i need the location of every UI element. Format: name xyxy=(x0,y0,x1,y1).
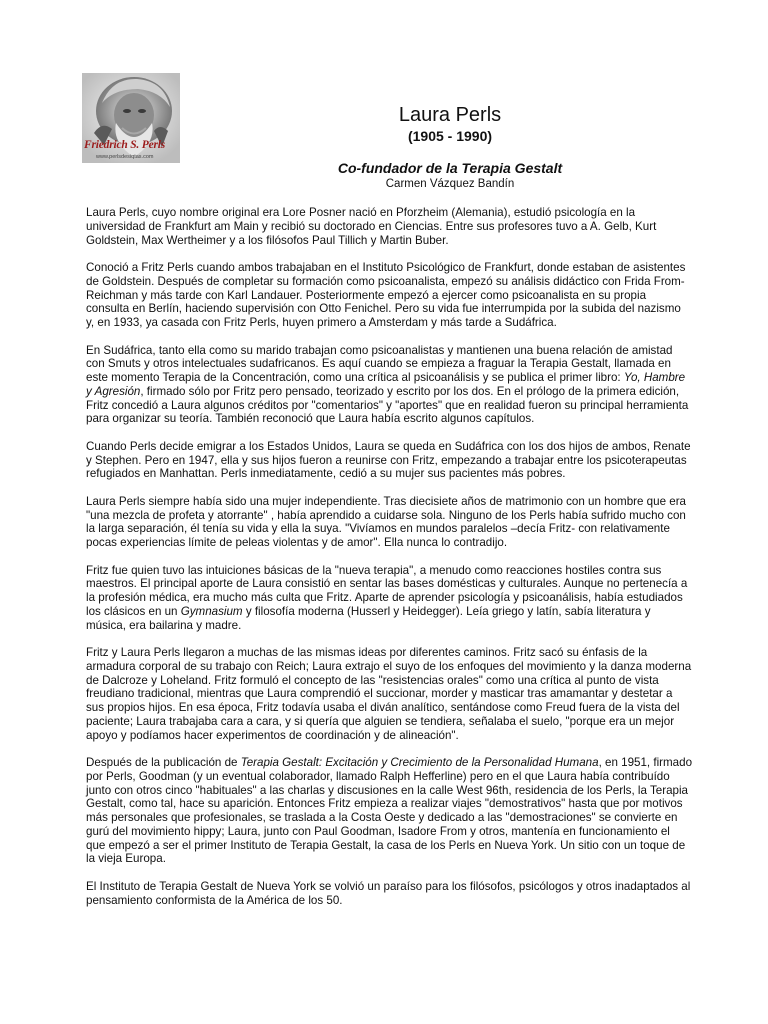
portrait-photo xyxy=(82,73,180,163)
paragraph-text: y filosofía moderna (Husserl y Heidegger). Leía griego y latín, sabía literatura y música, era bailarina y madre. xyxy=(86,604,651,632)
paragraph xyxy=(86,344,692,427)
signature-text: Friedrich S. Perls xyxy=(84,139,166,151)
paragraph-text: , en 1951, firmado por Perls, Goodman (y un eventual colaborador, llamado Ralph Hefferline) pero en el que Laura había contribuído junto con otros cinco "habituales" a las charlas y discusiones en la calle West 96th, residencia de los Perls, la Terapia Gestalt, como tal, hace su aparición. Entonces Fritz empieza a realizar viajes "demostrativos" hasta que por motivos más personales que profesionales, se traslada a la Costa Oeste y dedicado a las "demostraciones" se convierte en gurú del movimiento hippy; Laura, junto con Paul Goodman, Isadore From y otros, mantenía en funcionamiento el que empezó a ser el primer Instituto de Terapia Gestalt, la casa de los Perls en Nueva York. Un sitio con un toque de la vieja Europa. xyxy=(86,756,693,866)
paragraph-text: El Instituto de Terapia Gestalt de Nueva York se volvió un paraíso para los filósofos, psicólogos y otros inadaptados al pensamiento conformista de la América de los 50. xyxy=(86,879,691,907)
paragraph xyxy=(86,646,692,742)
paragraph xyxy=(86,495,692,550)
page-title: Laura Perls xyxy=(398,104,502,126)
paragraph-text: Cuando Perls decide emigrar a los Estados Unidos, Laura se queda en Sudáfrica con los dos hijos de ambos, Renate y Stephen. Pero en 1947, ella y sus hijos fueron a reunirse con Fritz, empezando a trabajar entre los psicoterapeutas refugiados en Manhattan. Perls inmediatamente, cedió a su mujer sus pacientes más pobres. xyxy=(86,439,691,481)
paragraph-text: Fritz fue quien tuvo las intuiciones básicas de la "nueva terapia", a menudo como reacciones hostiles contra sus maestros. El principal aporte de Laura consistió en sentar las bases domésticas y culturales. Aunque no pertenecía a la profesión médica, era mucho más culta que Fritz. Aparte de aprender psicología y psicoanálisis, había estudiados los clásicos en un xyxy=(86,563,688,618)
author-name: Carmen Vázquez Bandín xyxy=(385,178,515,190)
emphasis-term: Gymnasium xyxy=(180,604,243,618)
book-title: Yo, Hambre y Agresión xyxy=(86,371,686,398)
paragraph-text: Después de la publicación de xyxy=(86,756,241,769)
paragraph-text: Laura Perls, cuyo nombre original era Lore Posner nació en Pforzheim (Alemania), estudió psicología en la universidad de Frankfurt am Main y recibió su doctorado en Ciencias. Entre sus profesores tuvo a A. Gelb, Kurt Goldstein, Max Wertheimer y a los filósofos Paul Tillich y Martin Buber. xyxy=(86,206,657,247)
life-years: (1905 - 1990) xyxy=(407,128,493,144)
paragraph-text: Fritz y Laura Perls llegaron a muchas de las mismas ideas por diferentes caminos. Fritz sacó su énfasis de la armadura corporal de su trabajo con Reich; Laura extrajo el suyo de los enfoques del movimiento y la danza moderna de Dalcroze y Loheland. Fritz formuló el concepto de las "resistencias orales" como una crítica al punto de vista freudiano tradicional, mientras que Laura comprendió el succionar, morder y masticar tras amamantar y destetar a sus propios hijos. En esa época, Fritz todavía usaba el diván analítico, sentándose como Freud fuera de la vista del paciente; Laura trabajaba cara a cara, y si quería que alguien se tendiera, señalaba el suelo, "porque era un mejor apoyo y podíamos hacer experimentos de coordinación y de alineación". xyxy=(86,646,692,742)
paragraph-text: En Sudáfrica, tanto ella como su marido trabajan como psicoanalistas y mantienen una buena relación de amistad con Smuts y otros intelectuales sudafricanos. Es aquí cuando se empieza a fraguar la Terapia Gestalt, llamada en este momento Terapia de la Concentración, como una crítica al psicoanálisis y se publica el primer libro: xyxy=(86,343,673,384)
book-title: Terapia Gestalt: Excitación y Crecimiento de la Personalidad Humana xyxy=(240,756,599,769)
paragraph-text: Conoció a Fritz Perls cuando ambos trabajaban en el Instituto Psicológico de Frankfurt, donde estaban de asistentes de Goldstein. Después de completar su formación como psicoanalista, empezó su análisis didáctico con Frida From-Reichman y más tarde con Karl Landauer. Posteriormente empezó a ejercer como psicoanalista en su propia consulta en Berlín, haciendo supervisión con Otto Fenichel. Pero su vida fue interrumpida por la subida del nazismo y, en 1933, ya casada con Fritz Perls, huyen primero a Amsterdam y más tarde a Sudáfrica. xyxy=(86,261,686,329)
paragraph xyxy=(86,261,692,330)
article-body xyxy=(86,206,692,921)
paragraph xyxy=(86,880,692,908)
paragraph xyxy=(86,206,692,247)
paragraph xyxy=(86,756,692,866)
subtitle: Co-fundador de la Terapia Gestalt xyxy=(337,160,563,176)
paragraph xyxy=(86,564,692,633)
paragraph-text: Laura Perls siempre había sido una mujer independiente. Tras diecisiete años de matrimonio con un hombre que era "una mezcla de profeta y atorrante" , había aprendido a cuidarse sola. Ninguno de los Perls había sufrido mucho con la larga separación, él tenía su vida y ella la suya. "Vivíamos en mundos paralelos –decía Fritz- con relativamente pocas experiencias límite de peleas violentas y de amor". Ella nunca lo contradijo. xyxy=(86,494,687,549)
photo-url-text: www.perlsdesiqtas.com xyxy=(96,154,154,160)
paragraph-text: , firmado sólo por Fritz pero pensado, teorizado y escrito por los dos. En el prólogo de la primera edición, Fritz concedió a Laura algunos créditos por "comentarios" y "aportes" que en realidad fueron su principal herramienta para organizar su teoría. También reconoció que Laura había escrito algunos capítulos. xyxy=(86,384,689,426)
paragraph xyxy=(86,440,692,481)
